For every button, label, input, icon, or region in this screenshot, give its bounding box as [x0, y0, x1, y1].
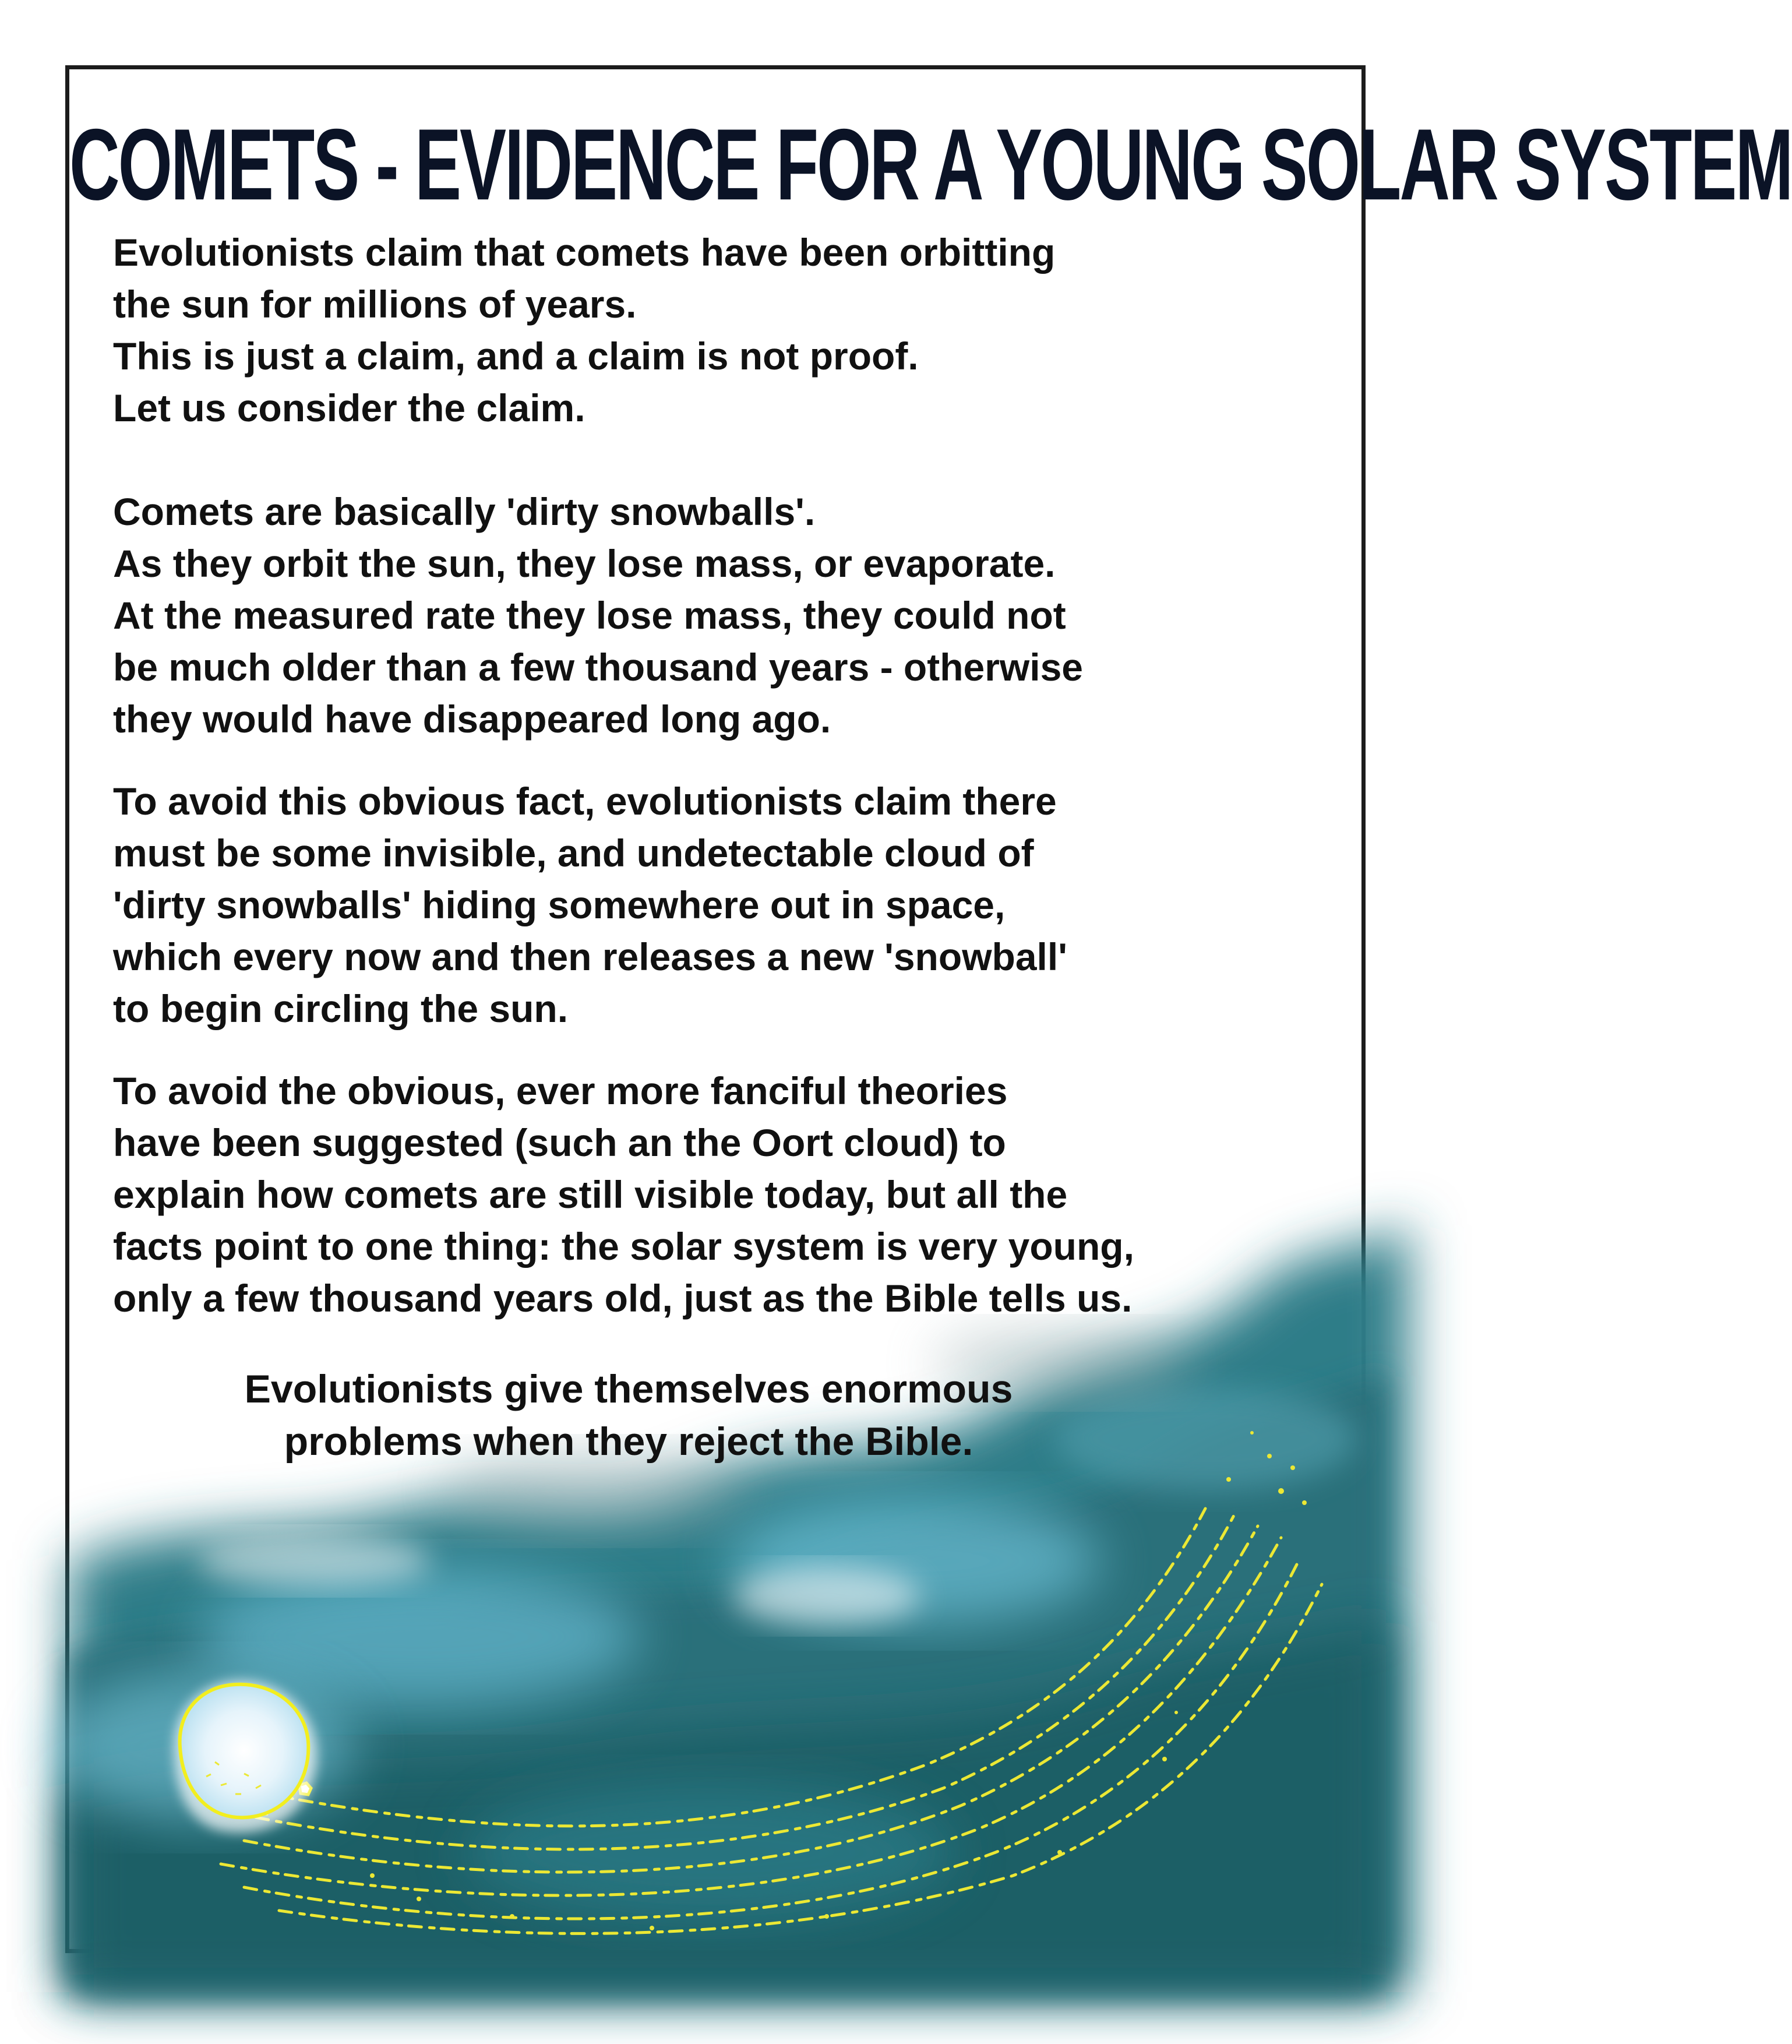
paragraph-dirty-snowballs: Comets are basically 'dirty snowballs'. As they orbit the sun, they lose mass, or evaporate. At the measured rate they lose mass, they could not be much older than a few thousand years - otherwise they would have disappeared long ago. — [113, 490, 1084, 741]
paragraph-claim: Evolutionists claim that comets have been orbitting the sun for millions of years. This is just a claim, and a claim is not proof. Let us consider the claim. — [113, 231, 1056, 429]
body-text — [113, 227, 1348, 1324]
paragraph-invisible-cloud: To avoid this obvious fact, evolutionists claim there must be some invisible, and undetectable cloud of 'dirty snowballs' hiding somewhere out in space, which every now and then releases a new 'snowball' to begin circling the sun. — [113, 780, 1067, 1030]
closing-statement: Evolutionists give themselves enormous problems when they reject the Bible. — [244, 1367, 1013, 1464]
comet-head — [174, 1681, 317, 1832]
page-title: COMETS - EVIDENCE FOR A YOUNG SOLAR SYSTEM — [69, 108, 1792, 221]
paragraph-oort-cloud: To avoid the obvious, ever more fanciful theories have been suggested (such an the Oort cloud) to explain how comets are still visible today, but all the facts point to one thing: the solar system is very young, only a few thousand years old, just as the Bible tells us. — [113, 1069, 1134, 1320]
poster-frame — [65, 65, 1792, 1953]
